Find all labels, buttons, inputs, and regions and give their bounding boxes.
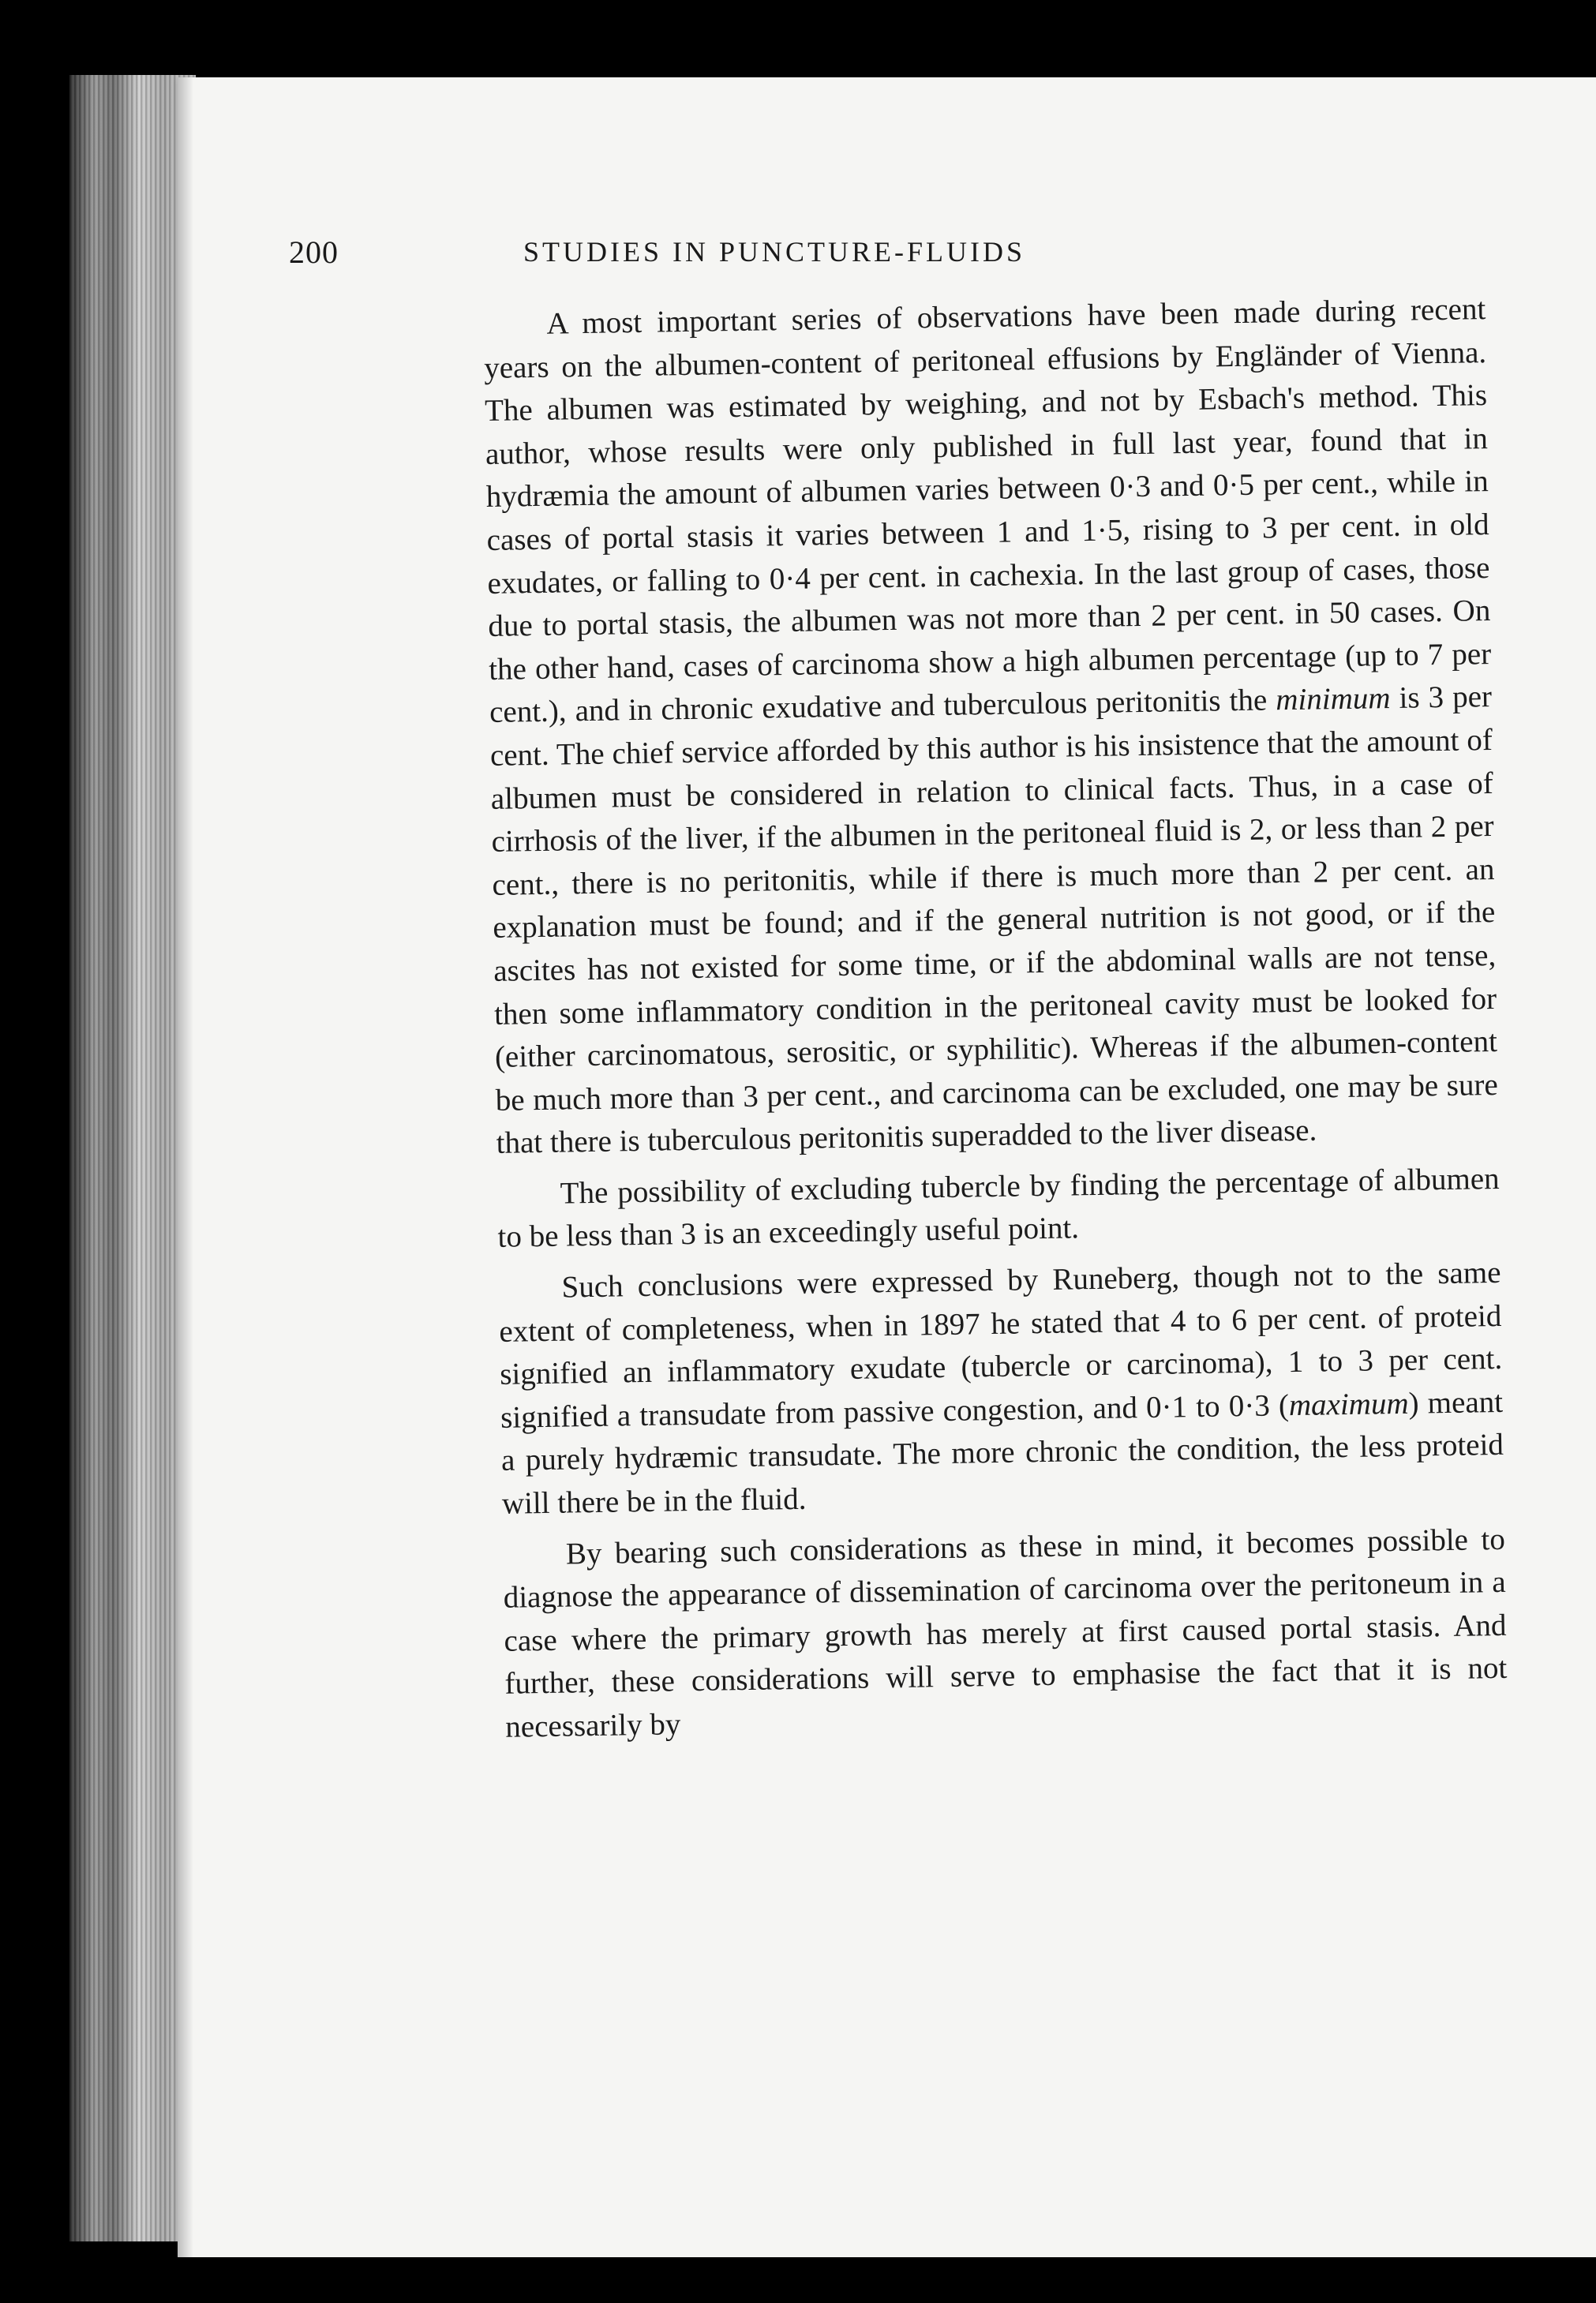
paragraph-1-text-a: A most important series of observations have been made during recent years on the albumen-content of peritoneal effusions by Engländer of Vienna. The albumen was estimated by weighing, and not by Esbach's method. This author, whose results were only published in full last year, found that in hydræmia the amount of albumen varies between 0·3 and 0·5 per cent., while in cases of portal stasis it varies between 1 and 1·5, rising to 3 per cent. in old exudates, or falling to 0·4 per cent. in cachexia. In the last group of cases, those due to portal stasis, the albumen was not more than 2 per cent. in 50 cases. On the other hand, cases of carcinoma show a high albumen percentage (up to 7 per cent.), and in chronic exudative and tuberculous peritonitis the [483,292,1492,730]
book-page-edges [69,75,196,2241]
running-title: STUDIES IN PUNCTURE-FLUIDS [523,236,1026,268]
paragraph-2: The possibility of excluding tubercle by finding the percentage of albumen to be less than 3 is an exceedingly useful point. [497,1161,1500,1255]
page-header [289,234,1497,278]
paragraph-1 [483,288,1499,1166]
paragraph-3-italic: maximum [1288,1386,1409,1422]
paragraph-3-text-a: Such conclusions were expressed by Runeberg, though not to the same extent of completeness, when in 1897 he stated that 4 to 6 per cent. of proteid signified an inflammatory exudate (tubercle or carcinoma), 1 to 3 per cent. signified a transudate from passive congestion, and 0·1 to 0·3 ( [499,1255,1503,1435]
body-text [483,288,1508,1749]
paragraph-1-italic: minimum [1275,681,1391,717]
page-number: 200 [289,234,339,270]
paragraph-3-text-b: ) meant a purely hydræmic transudate. The more chronic the condition, the less proteid will there be in the fluid. [500,1384,1504,1521]
paragraph-3 [498,1252,1504,1526]
paragraph-1-text-b: is 3 per cent. The chief service afforded by this author is his insistence that the amount of albumen must be considered in relation to clinical facts. Thus, in a case of cirrhosis of the liver, if the albumen in the peritoneal fluid is 2, or less than 2 per cent., there is no peritonitis, while if there is much more than 2 per cent. an explanation must be found; and if the general nutrition is not good, or if the ascites has not existed for some time, or if the abdominal walls are not tense, then some inflammatory condition in the peritoneal cavity must be looked for (either carcinomatous, serositic, or syphilitic). Whereas if the albumen-content be much more than 3 per cent., and carcinoma can be excluded, one may be sure that there is tuberculous peritonitis superadded to the liver disease. [489,680,1499,1161]
paragraph-4: By bearing such considerations as these in mind, it becomes possible to diagnose the appearance of dissemination of carcinoma over the peritoneum in a case where the primary growth has merely at first caused portal stasis. And further, these considerations will serve to emphasise the fact that it is not necessarily by [503,1522,1508,1744]
